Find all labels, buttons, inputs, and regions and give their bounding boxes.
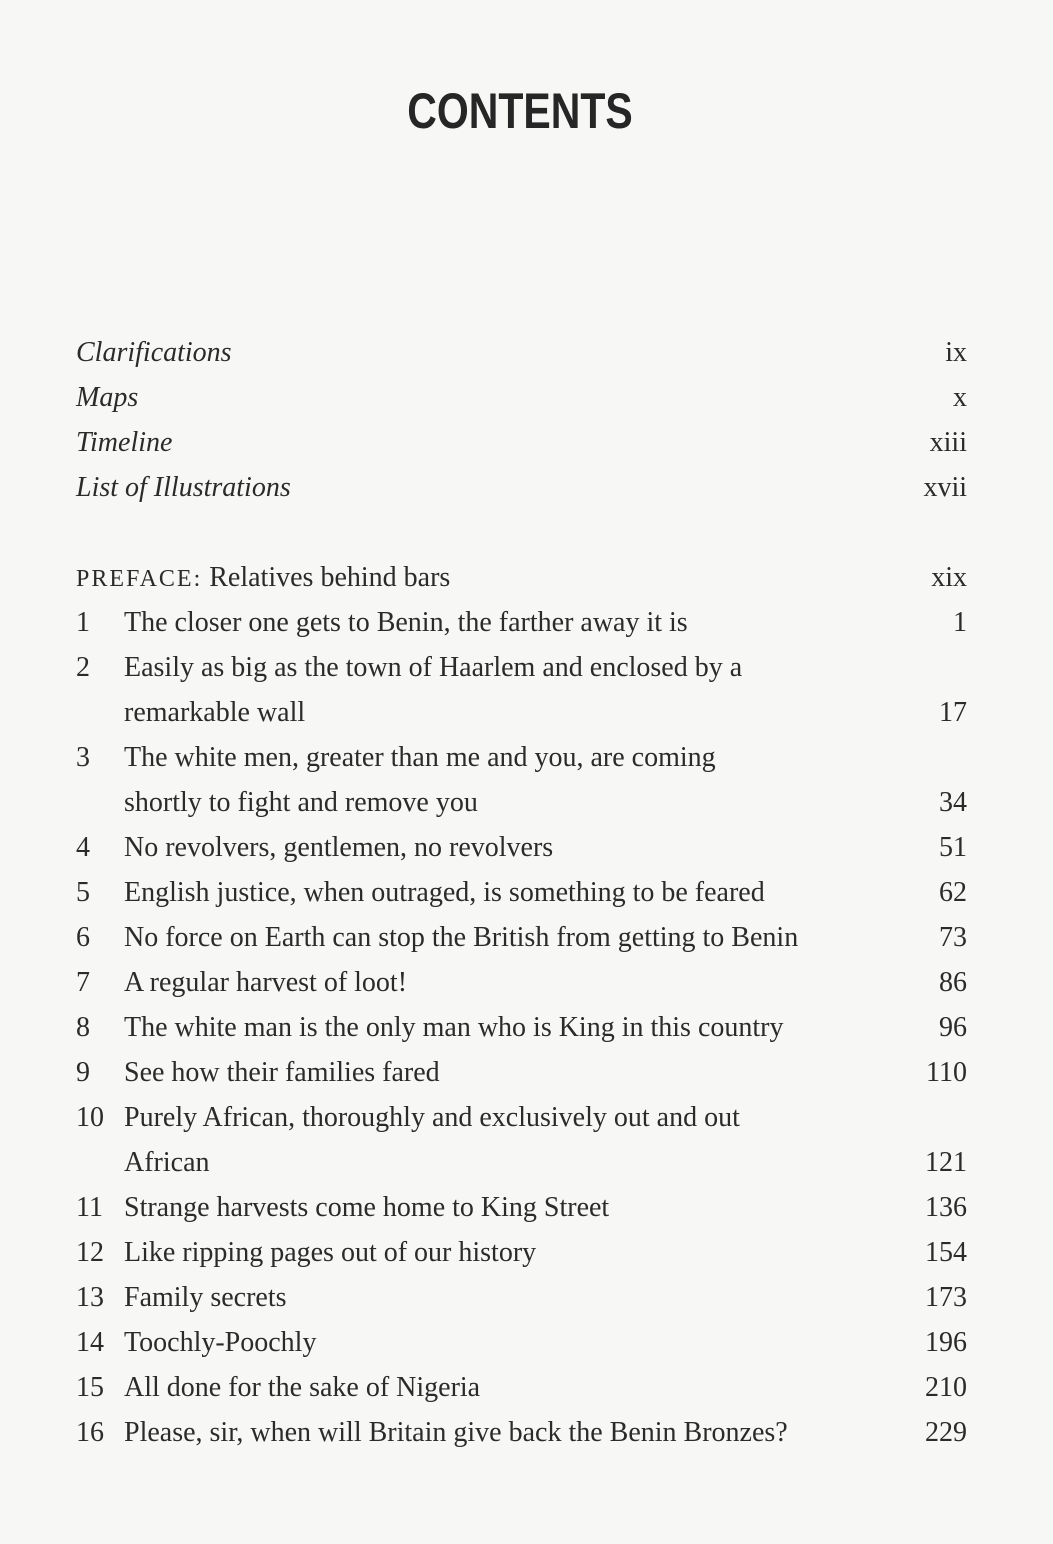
entry-page: 196 bbox=[925, 1327, 967, 1358]
entry-page: 173 bbox=[925, 1282, 967, 1313]
toc-entry-chapter[interactable] bbox=[0, 735, 1053, 780]
entry-page: 229 bbox=[925, 1417, 967, 1448]
chapter-number: 16 bbox=[76, 1417, 104, 1448]
entry-page: 34 bbox=[939, 787, 967, 818]
toc-entry-chapter[interactable] bbox=[0, 1320, 1053, 1365]
entry-page: xvii bbox=[923, 472, 967, 503]
entry-title: Please, sir, when will Britain give back the Benin Bronzes? bbox=[124, 1417, 788, 1448]
toc-entry-front[interactable] bbox=[0, 375, 1053, 420]
entry-page: 96 bbox=[939, 1012, 967, 1043]
entry-title: Maps bbox=[76, 382, 139, 413]
toc-entry-chapter[interactable] bbox=[0, 915, 1053, 960]
chapter-number: 10 bbox=[76, 1102, 104, 1133]
chapter-number: 4 bbox=[76, 832, 90, 863]
entry-page: xix bbox=[931, 562, 967, 593]
entry-title: Toochly-Poochly bbox=[124, 1327, 317, 1358]
chapter-number: 2 bbox=[76, 652, 90, 683]
chapter-number: 3 bbox=[76, 742, 90, 773]
chapter-number: 9 bbox=[76, 1057, 90, 1088]
entry-page: 121 bbox=[925, 1147, 967, 1178]
toc-entry-chapter[interactable] bbox=[0, 1275, 1053, 1320]
entry-page: 1 bbox=[953, 607, 967, 638]
chapter-number: 1 bbox=[76, 607, 90, 638]
entry-page: ix bbox=[945, 337, 967, 368]
page-title: CONTENTS bbox=[407, 83, 633, 139]
entry-title: Easily as big as the town of Haarlem and enclosed by a bbox=[124, 652, 743, 683]
entry-title: Clarifications bbox=[76, 337, 232, 368]
entry-title: List of Illustrations bbox=[76, 472, 291, 503]
entry-title-continued: African bbox=[124, 1147, 210, 1178]
entry-title: English justice, when outraged, is something to be feared bbox=[124, 877, 765, 908]
chapter-number: 8 bbox=[76, 1012, 90, 1043]
toc-entry-chapter[interactable] bbox=[0, 1005, 1053, 1050]
preface-label: PREFACE: bbox=[76, 566, 203, 592]
toc-entry-front[interactable] bbox=[0, 465, 1053, 510]
entry-title: No force on Earth can stop the British from getting to Benin bbox=[124, 922, 799, 953]
entry-title: See how their families fared bbox=[124, 1057, 440, 1088]
toc-entry-chapter[interactable] bbox=[0, 645, 1053, 690]
toc-entry-chapter[interactable] bbox=[0, 1230, 1053, 1275]
chapter-number: 15 bbox=[76, 1372, 104, 1403]
toc-entry-chapter[interactable] bbox=[0, 600, 1053, 645]
entry-page: 51 bbox=[939, 832, 967, 863]
chapter-number: 13 bbox=[76, 1282, 104, 1313]
toc-entry-continuation[interactable] bbox=[0, 780, 1053, 825]
entry-title: Purely African, thoroughly and exclusively out and out bbox=[124, 1102, 740, 1133]
entry-title: Timeline bbox=[76, 427, 173, 458]
entry-page: x bbox=[953, 382, 967, 413]
toc-entry-preface[interactable] bbox=[0, 555, 1053, 600]
chapter-number: 11 bbox=[76, 1192, 103, 1223]
entry-page: 17 bbox=[939, 697, 967, 728]
toc-entry-chapter[interactable] bbox=[0, 960, 1053, 1005]
preface-entry bbox=[76, 555, 450, 602]
entry-title-continued: remarkable wall bbox=[124, 697, 306, 728]
toc-entry-chapter[interactable] bbox=[0, 1365, 1053, 1410]
toc-entry-continuation[interactable] bbox=[0, 1140, 1053, 1185]
entry-title: No revolvers, gentlemen, no revolvers bbox=[124, 832, 554, 863]
toc-entry-continuation[interactable] bbox=[0, 690, 1053, 735]
entry-title: The white man is the only man who is King in this country bbox=[124, 1012, 784, 1043]
chapter-number: 12 bbox=[76, 1237, 104, 1268]
toc-entry-chapter[interactable] bbox=[0, 825, 1053, 870]
toc-entry-front[interactable] bbox=[0, 330, 1053, 375]
entry-title: Like ripping pages out of our history bbox=[124, 1237, 537, 1268]
entry-title: Relatives behind bars bbox=[209, 562, 451, 593]
entry-title: The closer one gets to Benin, the farther away it is bbox=[124, 607, 688, 638]
entry-page: 210 bbox=[925, 1372, 967, 1403]
entry-title: Strange harvests come home to King Street bbox=[124, 1192, 610, 1223]
entry-title: All done for the sake of Nigeria bbox=[124, 1372, 481, 1403]
entry-page: 136 bbox=[925, 1192, 967, 1223]
toc-entry-chapter[interactable] bbox=[0, 870, 1053, 915]
toc-entry-chapter[interactable] bbox=[0, 1050, 1053, 1095]
chapter-number: 14 bbox=[76, 1327, 104, 1358]
toc-entry-chapter[interactable] bbox=[0, 1185, 1053, 1230]
toc-entry-chapter[interactable] bbox=[0, 1410, 1053, 1455]
entry-page: 110 bbox=[926, 1057, 967, 1088]
entry-page: 73 bbox=[939, 922, 967, 953]
entry-title: A regular harvest of loot! bbox=[124, 967, 408, 998]
chapter-number: 7 bbox=[76, 967, 90, 998]
entry-title: Family secrets bbox=[124, 1282, 287, 1313]
entry-title-continued: shortly to fight and remove you bbox=[124, 787, 478, 818]
entry-page: 86 bbox=[939, 967, 967, 998]
chapter-number: 6 bbox=[76, 922, 90, 953]
entry-page: xiii bbox=[929, 427, 967, 458]
entry-page: 154 bbox=[925, 1237, 967, 1268]
toc-entry-front[interactable] bbox=[0, 420, 1053, 465]
chapter-number: 5 bbox=[76, 877, 90, 908]
toc-entry-chapter[interactable] bbox=[0, 1095, 1053, 1140]
entry-page: 62 bbox=[939, 877, 967, 908]
entry-title: The white men, greater than me and you, are coming bbox=[124, 742, 716, 773]
